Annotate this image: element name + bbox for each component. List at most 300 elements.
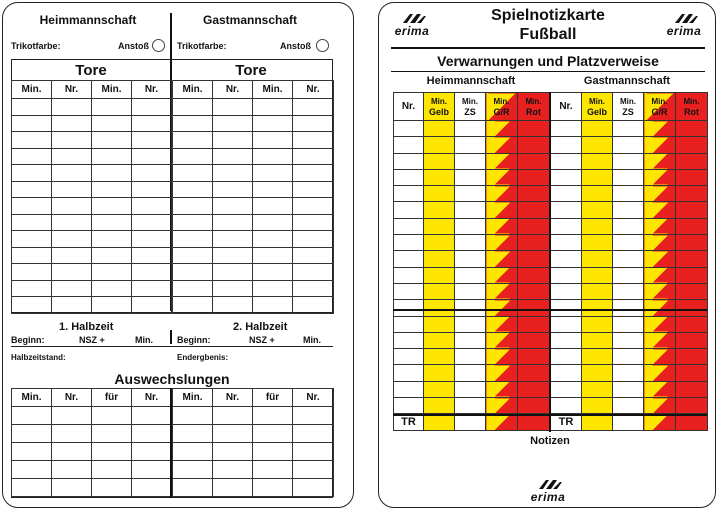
entry-cell[interactable] [613,153,644,169]
entry-cell[interactable] [644,137,676,153]
entry-cell[interactable] [92,231,132,248]
entry-cell[interactable] [518,218,550,234]
entry-cell[interactable] [293,148,334,165]
entry-cell[interactable] [173,214,213,231]
entry-cell[interactable] [676,283,708,299]
entry-cell[interactable] [293,165,334,182]
entry-cell[interactable] [486,283,518,299]
entry-cell[interactable] [52,165,92,182]
entry-cell[interactable] [551,349,582,365]
entry-cell[interactable] [676,349,708,365]
entry-cell[interactable] [582,202,613,218]
entry-cell[interactable] [551,300,582,316]
entry-cell[interactable] [92,181,132,198]
entry-cell[interactable] [12,407,52,425]
entry-cell[interactable] [582,414,613,430]
entry-cell[interactable] [52,443,92,461]
entry-cell[interactable] [173,264,213,281]
entry-cell[interactable] [213,407,253,425]
entry-cell[interactable] [551,283,582,299]
entry-cell[interactable] [52,148,92,165]
entry-cell[interactable] [455,153,486,169]
entry-cell[interactable] [12,198,52,215]
entry-cell[interactable] [518,316,550,332]
entry-cell[interactable] [52,407,92,425]
entry-cell[interactable] [132,297,172,314]
entry-cell[interactable] [12,165,52,182]
entry-cell[interactable] [394,218,424,234]
entry-cell[interactable] [644,283,676,299]
entry-cell[interactable] [132,443,172,461]
entry-cell[interactable] [132,407,172,425]
entry-cell[interactable] [551,235,582,251]
entry-cell[interactable] [132,115,172,132]
entry-cell[interactable] [424,365,455,381]
entry-cell[interactable] [173,407,213,425]
entry-cell[interactable] [613,398,644,414]
entry-cell[interactable] [253,115,293,132]
entry-cell[interactable] [394,365,424,381]
entry-cell[interactable] [213,231,253,248]
entry-cell[interactable] [518,300,550,316]
entry-cell[interactable] [173,247,213,264]
entry-cell[interactable] [455,186,486,202]
entry-cell[interactable] [132,247,172,264]
entry-cell[interactable] [12,297,52,314]
entry-cell[interactable] [424,316,455,332]
entry-cell[interactable] [213,264,253,281]
entry-cell[interactable] [293,264,334,281]
entry-cell[interactable] [455,349,486,365]
entry-cell[interactable] [394,267,424,283]
entry-cell[interactable] [518,251,550,267]
entry-cell[interactable] [424,381,455,397]
entry-cell[interactable] [132,99,172,116]
entry-cell[interactable] [92,479,132,497]
entry-cell[interactable] [455,414,486,430]
entry-cell[interactable] [132,280,172,297]
entry-cell[interactable] [173,297,213,314]
entry-cell[interactable] [424,332,455,348]
entry-cell[interactable] [455,381,486,397]
entry-cell[interactable] [582,169,613,185]
entry-cell[interactable] [394,316,424,332]
entry-cell[interactable] [92,280,132,297]
entry-cell[interactable] [486,153,518,169]
entry-cell[interactable] [52,461,92,479]
entry-cell[interactable] [486,300,518,316]
entry-cell[interactable] [92,165,132,182]
entry-cell[interactable] [676,202,708,218]
entry-cell[interactable] [12,264,52,281]
entry-cell[interactable] [551,169,582,185]
entry-cell[interactable] [644,365,676,381]
entry-cell[interactable] [582,267,613,283]
entry-cell[interactable] [394,300,424,316]
entry-cell[interactable] [582,365,613,381]
entry-cell[interactable] [582,349,613,365]
entry-cell[interactable] [253,165,293,182]
entry-cell[interactable] [551,398,582,414]
entry-cell[interactable] [173,148,213,165]
entry-cell[interactable] [253,297,293,314]
entry-cell[interactable] [12,214,52,231]
entry-cell[interactable] [613,137,644,153]
entry-cell[interactable] [52,115,92,132]
entry-cell[interactable] [52,132,92,149]
entry-cell[interactable] [173,198,213,215]
entry-cell[interactable] [486,365,518,381]
entry-cell[interactable] [253,425,293,443]
entry-cell[interactable] [518,153,550,169]
entry-cell[interactable] [644,349,676,365]
entry-cell[interactable] [551,137,582,153]
entry-cell[interactable] [455,137,486,153]
entry-cell[interactable] [676,381,708,397]
entry-cell[interactable] [518,202,550,218]
entry-cell[interactable] [455,300,486,316]
entry-cell[interactable] [424,121,455,137]
entry-cell[interactable] [518,365,550,381]
entry-cell[interactable] [213,280,253,297]
entry-cell[interactable] [12,115,52,132]
entry-cell[interactable] [132,165,172,182]
entry-cell[interactable] [455,121,486,137]
entry-cell[interactable] [213,132,253,149]
entry-cell[interactable] [394,202,424,218]
entry-cell[interactable] [518,121,550,137]
entry-cell[interactable] [676,398,708,414]
entry-cell[interactable] [394,381,424,397]
entry-cell[interactable] [12,247,52,264]
entry-cell[interactable] [551,186,582,202]
entry-cell[interactable] [132,425,172,443]
entry-cell[interactable] [253,479,293,497]
entry-cell[interactable] [676,218,708,234]
entry-cell[interactable] [486,218,518,234]
entry-cell[interactable] [613,267,644,283]
entry-cell[interactable] [394,121,424,137]
entry-cell[interactable] [644,300,676,316]
entry-cell[interactable] [613,251,644,267]
entry-cell[interactable] [293,198,334,215]
entry-cell[interactable] [293,443,334,461]
entry-cell[interactable] [644,251,676,267]
entry-cell[interactable] [676,365,708,381]
entry-cell[interactable] [582,153,613,169]
entry-cell[interactable] [394,349,424,365]
entry-cell[interactable] [551,381,582,397]
entry-cell[interactable] [455,251,486,267]
entry-cell[interactable] [455,398,486,414]
entry-cell[interactable] [92,264,132,281]
entry-cell[interactable] [253,148,293,165]
entry-cell[interactable] [132,132,172,149]
entry-cell[interactable] [253,99,293,116]
entry-cell[interactable] [613,316,644,332]
entry-cell[interactable] [293,461,334,479]
entry-cell[interactable] [551,218,582,234]
entry-cell[interactable] [455,316,486,332]
entry-cell[interactable] [613,381,644,397]
entry-cell[interactable] [551,316,582,332]
entry-cell[interactable] [518,349,550,365]
entry-cell[interactable] [644,186,676,202]
entry-cell[interactable] [644,153,676,169]
entry-cell[interactable] [486,414,518,430]
entry-cell[interactable] [551,202,582,218]
entry-cell[interactable] [424,186,455,202]
entry-cell[interactable] [92,99,132,116]
entry-cell[interactable] [486,121,518,137]
entry-cell[interactable] [253,181,293,198]
entry-cell[interactable] [424,218,455,234]
entry-cell[interactable] [173,165,213,182]
entry-cell[interactable] [92,132,132,149]
entry-cell[interactable] [253,198,293,215]
entry-cell[interactable] [253,264,293,281]
entry-cell[interactable] [518,267,550,283]
entry-cell[interactable] [676,332,708,348]
entry-cell[interactable] [293,297,334,314]
entry-cell[interactable] [424,169,455,185]
entry-cell[interactable] [486,316,518,332]
entry-cell[interactable] [613,332,644,348]
entry-cell[interactable] [173,425,213,443]
entry-cell[interactable] [676,316,708,332]
entry-cell[interactable] [676,267,708,283]
entry-cell[interactable] [551,365,582,381]
entry-cell[interactable] [582,235,613,251]
entry-cell[interactable] [551,251,582,267]
entry-cell[interactable] [253,443,293,461]
entry-cell[interactable] [551,332,582,348]
entry-cell[interactable] [518,398,550,414]
entry-cell[interactable] [613,349,644,365]
entry-cell[interactable] [253,461,293,479]
entry-cell[interactable] [92,461,132,479]
entry-cell[interactable] [644,267,676,283]
entry-cell[interactable] [52,247,92,264]
entry-cell[interactable] [92,198,132,215]
entry-cell[interactable] [213,297,253,314]
entry-cell[interactable] [518,283,550,299]
entry-cell[interactable] [424,267,455,283]
entry-cell[interactable] [582,121,613,137]
entry-cell[interactable] [518,169,550,185]
entry-cell[interactable] [12,132,52,149]
entry-cell[interactable] [213,148,253,165]
entry-cell[interactable] [676,169,708,185]
entry-cell[interactable] [582,300,613,316]
entry-cell[interactable] [551,153,582,169]
entry-cell[interactable] [52,181,92,198]
entry-cell[interactable] [173,443,213,461]
entry-cell[interactable] [486,251,518,267]
entry-cell[interactable] [173,132,213,149]
entry-cell[interactable] [173,461,213,479]
entry-cell[interactable] [582,381,613,397]
entry-cell[interactable] [486,137,518,153]
entry-cell[interactable] [293,132,334,149]
entry-cell[interactable] [486,398,518,414]
entry-cell[interactable] [394,169,424,185]
kickoff-checkbox-away[interactable] [316,39,329,52]
entry-cell[interactable] [132,479,172,497]
entry-cell[interactable] [644,121,676,137]
entry-cell[interactable] [676,300,708,316]
entry-cell[interactable] [424,251,455,267]
entry-cell[interactable] [92,443,132,461]
entry-cell[interactable] [394,153,424,169]
entry-cell[interactable] [582,218,613,234]
entry-cell[interactable] [582,332,613,348]
entry-cell[interactable] [213,181,253,198]
entry-cell[interactable] [455,235,486,251]
entry-cell[interactable] [213,461,253,479]
entry-cell[interactable] [52,99,92,116]
entry-cell[interactable] [173,115,213,132]
entry-cell[interactable] [293,479,334,497]
entry-cell[interactable] [676,186,708,202]
entry-cell[interactable] [293,425,334,443]
entry-cell[interactable] [394,398,424,414]
entry-cell[interactable] [613,202,644,218]
entry-cell[interactable] [455,169,486,185]
entry-cell[interactable] [613,283,644,299]
entry-cell[interactable] [394,235,424,251]
entry-cell[interactable] [424,202,455,218]
entry-cell[interactable] [92,247,132,264]
entry-cell[interactable] [52,280,92,297]
entry-cell[interactable] [394,186,424,202]
entry-cell[interactable] [644,398,676,414]
entry-cell[interactable] [213,214,253,231]
entry-cell[interactable] [173,280,213,297]
entry-cell[interactable] [213,247,253,264]
entry-cell[interactable] [173,231,213,248]
entry-cell[interactable] [92,407,132,425]
entry-cell[interactable] [213,198,253,215]
entry-cell[interactable] [644,218,676,234]
entry-cell[interactable] [173,99,213,116]
entry-cell[interactable] [455,267,486,283]
entry-cell[interactable] [676,251,708,267]
entry-cell[interactable] [455,332,486,348]
entry-cell[interactable] [92,214,132,231]
entry-cell[interactable] [518,332,550,348]
entry-cell[interactable] [455,283,486,299]
entry-cell[interactable] [52,297,92,314]
entry-cell[interactable] [518,414,550,430]
entry-cell[interactable] [582,398,613,414]
entry-cell[interactable] [12,181,52,198]
entry-cell[interactable] [486,202,518,218]
entry-cell[interactable] [293,181,334,198]
entry-cell[interactable] [644,169,676,185]
entry-cell[interactable] [518,381,550,397]
entry-cell[interactable] [424,283,455,299]
entry-cell[interactable] [213,115,253,132]
entry-cell[interactable] [613,169,644,185]
entry-cell[interactable] [424,349,455,365]
entry-cell[interactable] [613,121,644,137]
entry-cell[interactable] [582,316,613,332]
entry-cell[interactable] [394,251,424,267]
entry-cell[interactable] [12,99,52,116]
entry-cell[interactable] [424,235,455,251]
entry-cell[interactable] [12,461,52,479]
entry-cell[interactable] [132,264,172,281]
entry-cell[interactable] [92,115,132,132]
entry-cell[interactable] [486,235,518,251]
entry-cell[interactable] [253,407,293,425]
entry-cell[interactable] [12,443,52,461]
entry-cell[interactable] [173,479,213,497]
entry-cell[interactable] [613,235,644,251]
entry-cell[interactable] [518,137,550,153]
entry-cell[interactable] [52,479,92,497]
entry-cell[interactable] [424,137,455,153]
entry-cell[interactable] [213,443,253,461]
entry-cell[interactable] [424,398,455,414]
entry-cell[interactable] [52,264,92,281]
entry-cell[interactable] [582,251,613,267]
entry-cell[interactable] [394,332,424,348]
entry-cell[interactable] [644,235,676,251]
entry-cell[interactable] [424,414,455,430]
entry-cell[interactable] [12,425,52,443]
entry-cell[interactable] [12,280,52,297]
entry-cell[interactable] [253,280,293,297]
entry-cell[interactable] [613,186,644,202]
entry-cell[interactable] [52,425,92,443]
entry-cell[interactable] [455,218,486,234]
entry-cell[interactable] [644,332,676,348]
entry-cell[interactable] [644,414,676,430]
entry-cell[interactable] [293,99,334,116]
entry-cell[interactable] [394,283,424,299]
entry-cell[interactable] [253,214,293,231]
entry-cell[interactable] [92,148,132,165]
entry-cell[interactable] [293,214,334,231]
entry-cell[interactable] [173,181,213,198]
entry-cell[interactable] [613,218,644,234]
entry-cell[interactable] [486,267,518,283]
entry-cell[interactable] [293,115,334,132]
entry-cell[interactable] [455,202,486,218]
entry-cell[interactable] [253,247,293,264]
entry-cell[interactable] [213,165,253,182]
entry-cell[interactable] [486,169,518,185]
entry-cell[interactable] [52,231,92,248]
entry-cell[interactable] [293,280,334,297]
entry-cell[interactable] [253,231,293,248]
entry-cell[interactable] [644,202,676,218]
entry-cell[interactable] [12,479,52,497]
entry-cell[interactable] [582,283,613,299]
entry-cell[interactable] [676,137,708,153]
entry-cell[interactable] [518,186,550,202]
entry-cell[interactable] [486,186,518,202]
entry-cell[interactable] [132,181,172,198]
entry-cell[interactable] [12,231,52,248]
entry-cell[interactable] [293,231,334,248]
entry-cell[interactable] [132,231,172,248]
entry-cell[interactable] [424,300,455,316]
entry-cell[interactable] [213,425,253,443]
entry-cell[interactable] [582,137,613,153]
